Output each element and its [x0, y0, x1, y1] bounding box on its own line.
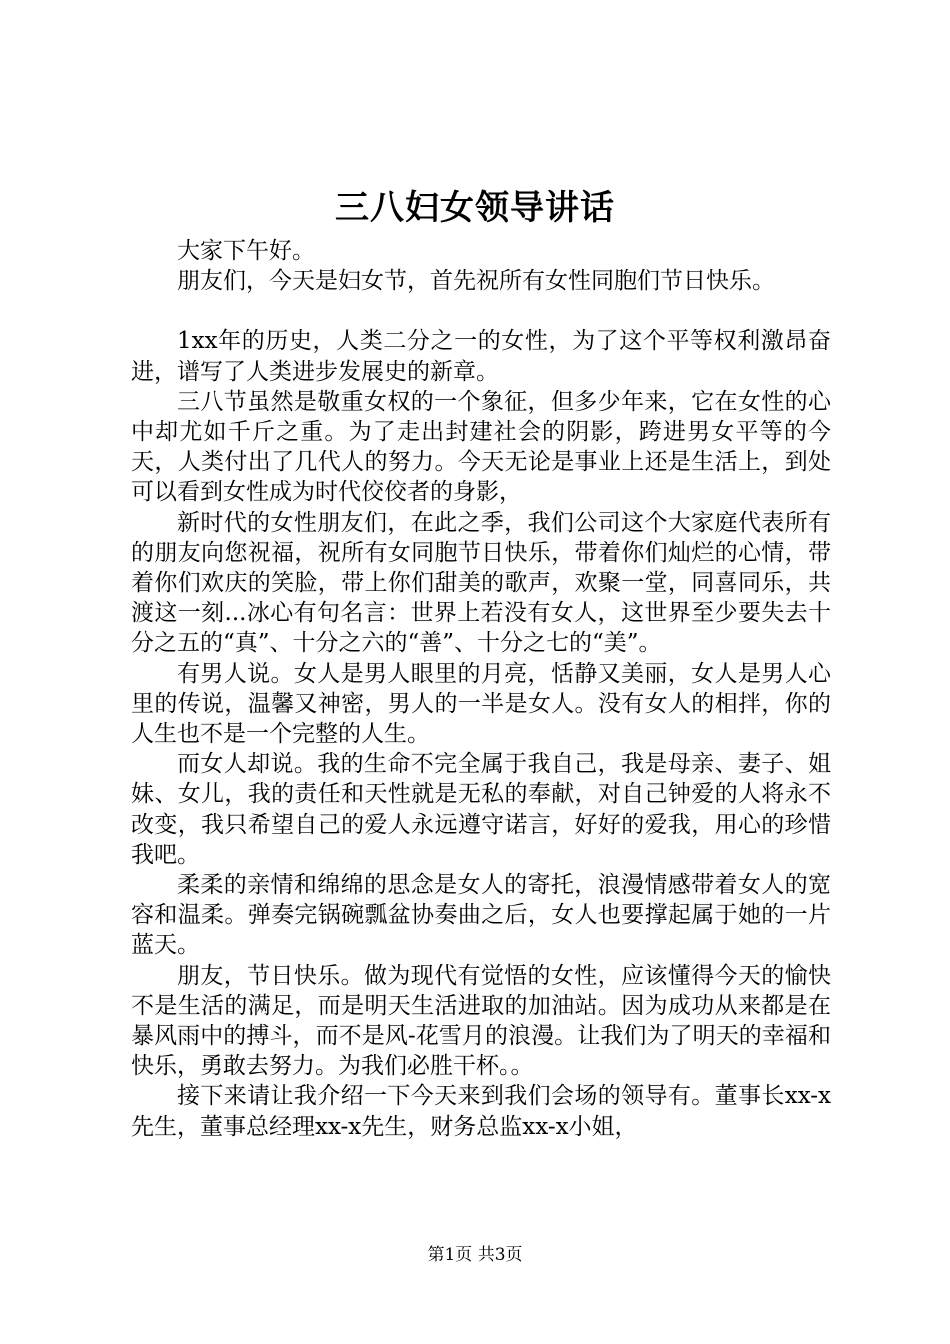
- paragraph-history: 1xx年的历史，人类二分之一的女性，为了这个平等权利激昂奋进，谱写了人类进步发展史的新章。: [131, 328, 831, 385]
- paragraph-introductions: 接下来请让我介绍一下今天来到我们会场的领导有。董事长xx-x先生，董事总经理xx-x先生，财务总监xx-x小姐，: [131, 1083, 831, 1140]
- paragraph-womens-day: 三八节虽然是敬重女权的一个象征，但多少年来，它在女性的心中却尤如千斤之重。为了走出封建社会的阴影，跨进男女平等的今天，人类付出了几代人的努力。今天无论是事业上还是生活上，到处可以看到女性成为时代佼佼者的身影，: [131, 388, 831, 506]
- document-body: [131, 236, 831, 1142]
- paragraph-opening: 朋友们，今天是妇女节，首先祝所有女性同胞们节日快乐。: [177, 268, 775, 295]
- page-number-footer: 第1页 共3页: [427, 1245, 523, 1265]
- paragraph-greeting: 大家下午好。: [177, 238, 315, 264]
- paragraph-women-say: 而女人却说。我的生命不完全属于我自己，我是母亲、妻子、姐妹、女儿，我的责任和天性就是无私的奉献，对自己钟爱的人将永不改变，我只希望自己的爱人永远遵守诺言，好好的爱我，用心的珍惜我吧。: [131, 751, 831, 868]
- paragraph-men-say: 有男人说。女人是男人眼里的月亮，恬静又美丽，女人是男人心里的传说，温馨又神密，男人的一半是女人。没有女人的相拌，你的人生也不是一个完整的人生。: [131, 660, 831, 748]
- paragraph-toast: 朋友，节日快乐。做为现代有觉悟的女性，应该懂得今天的愉快不是生活的满足，而是明天生活进取的加油站。因为成功从来都是在暴风雨中的搏斗，而不是风-花雪月的浪漫。让我们为了明天的幸福和快乐，勇敢去努力。为我们必胜干杯。。: [131, 962, 831, 1080]
- document-title: 三八妇女领导讲话: [335, 188, 615, 228]
- paragraph-tenderness: 柔柔的亲情和绵绵的思念是女人的寄托，浪漫情感带着女人的宽容和温柔。弹奏完锅碗瓢盆协奏曲之后，女人也要撑起属于她的一片蓝天。: [131, 872, 831, 959]
- paragraph-blessing: 新时代的女性朋友们，在此之季，我们公司这个大家庭代表所有的朋友向您祝福，祝所有女同胞节日快乐，带着你们灿烂的心情，带着你们欢庆的笑脸，带上你们甜美的歌声，欢聚一堂，同喜同乐，共渡这一刻...冰心有句名言：世界上若没有女人，这世界至少要失去十分之五的“真”、十分之六的“善”、十分之七的“美”。: [131, 509, 831, 657]
